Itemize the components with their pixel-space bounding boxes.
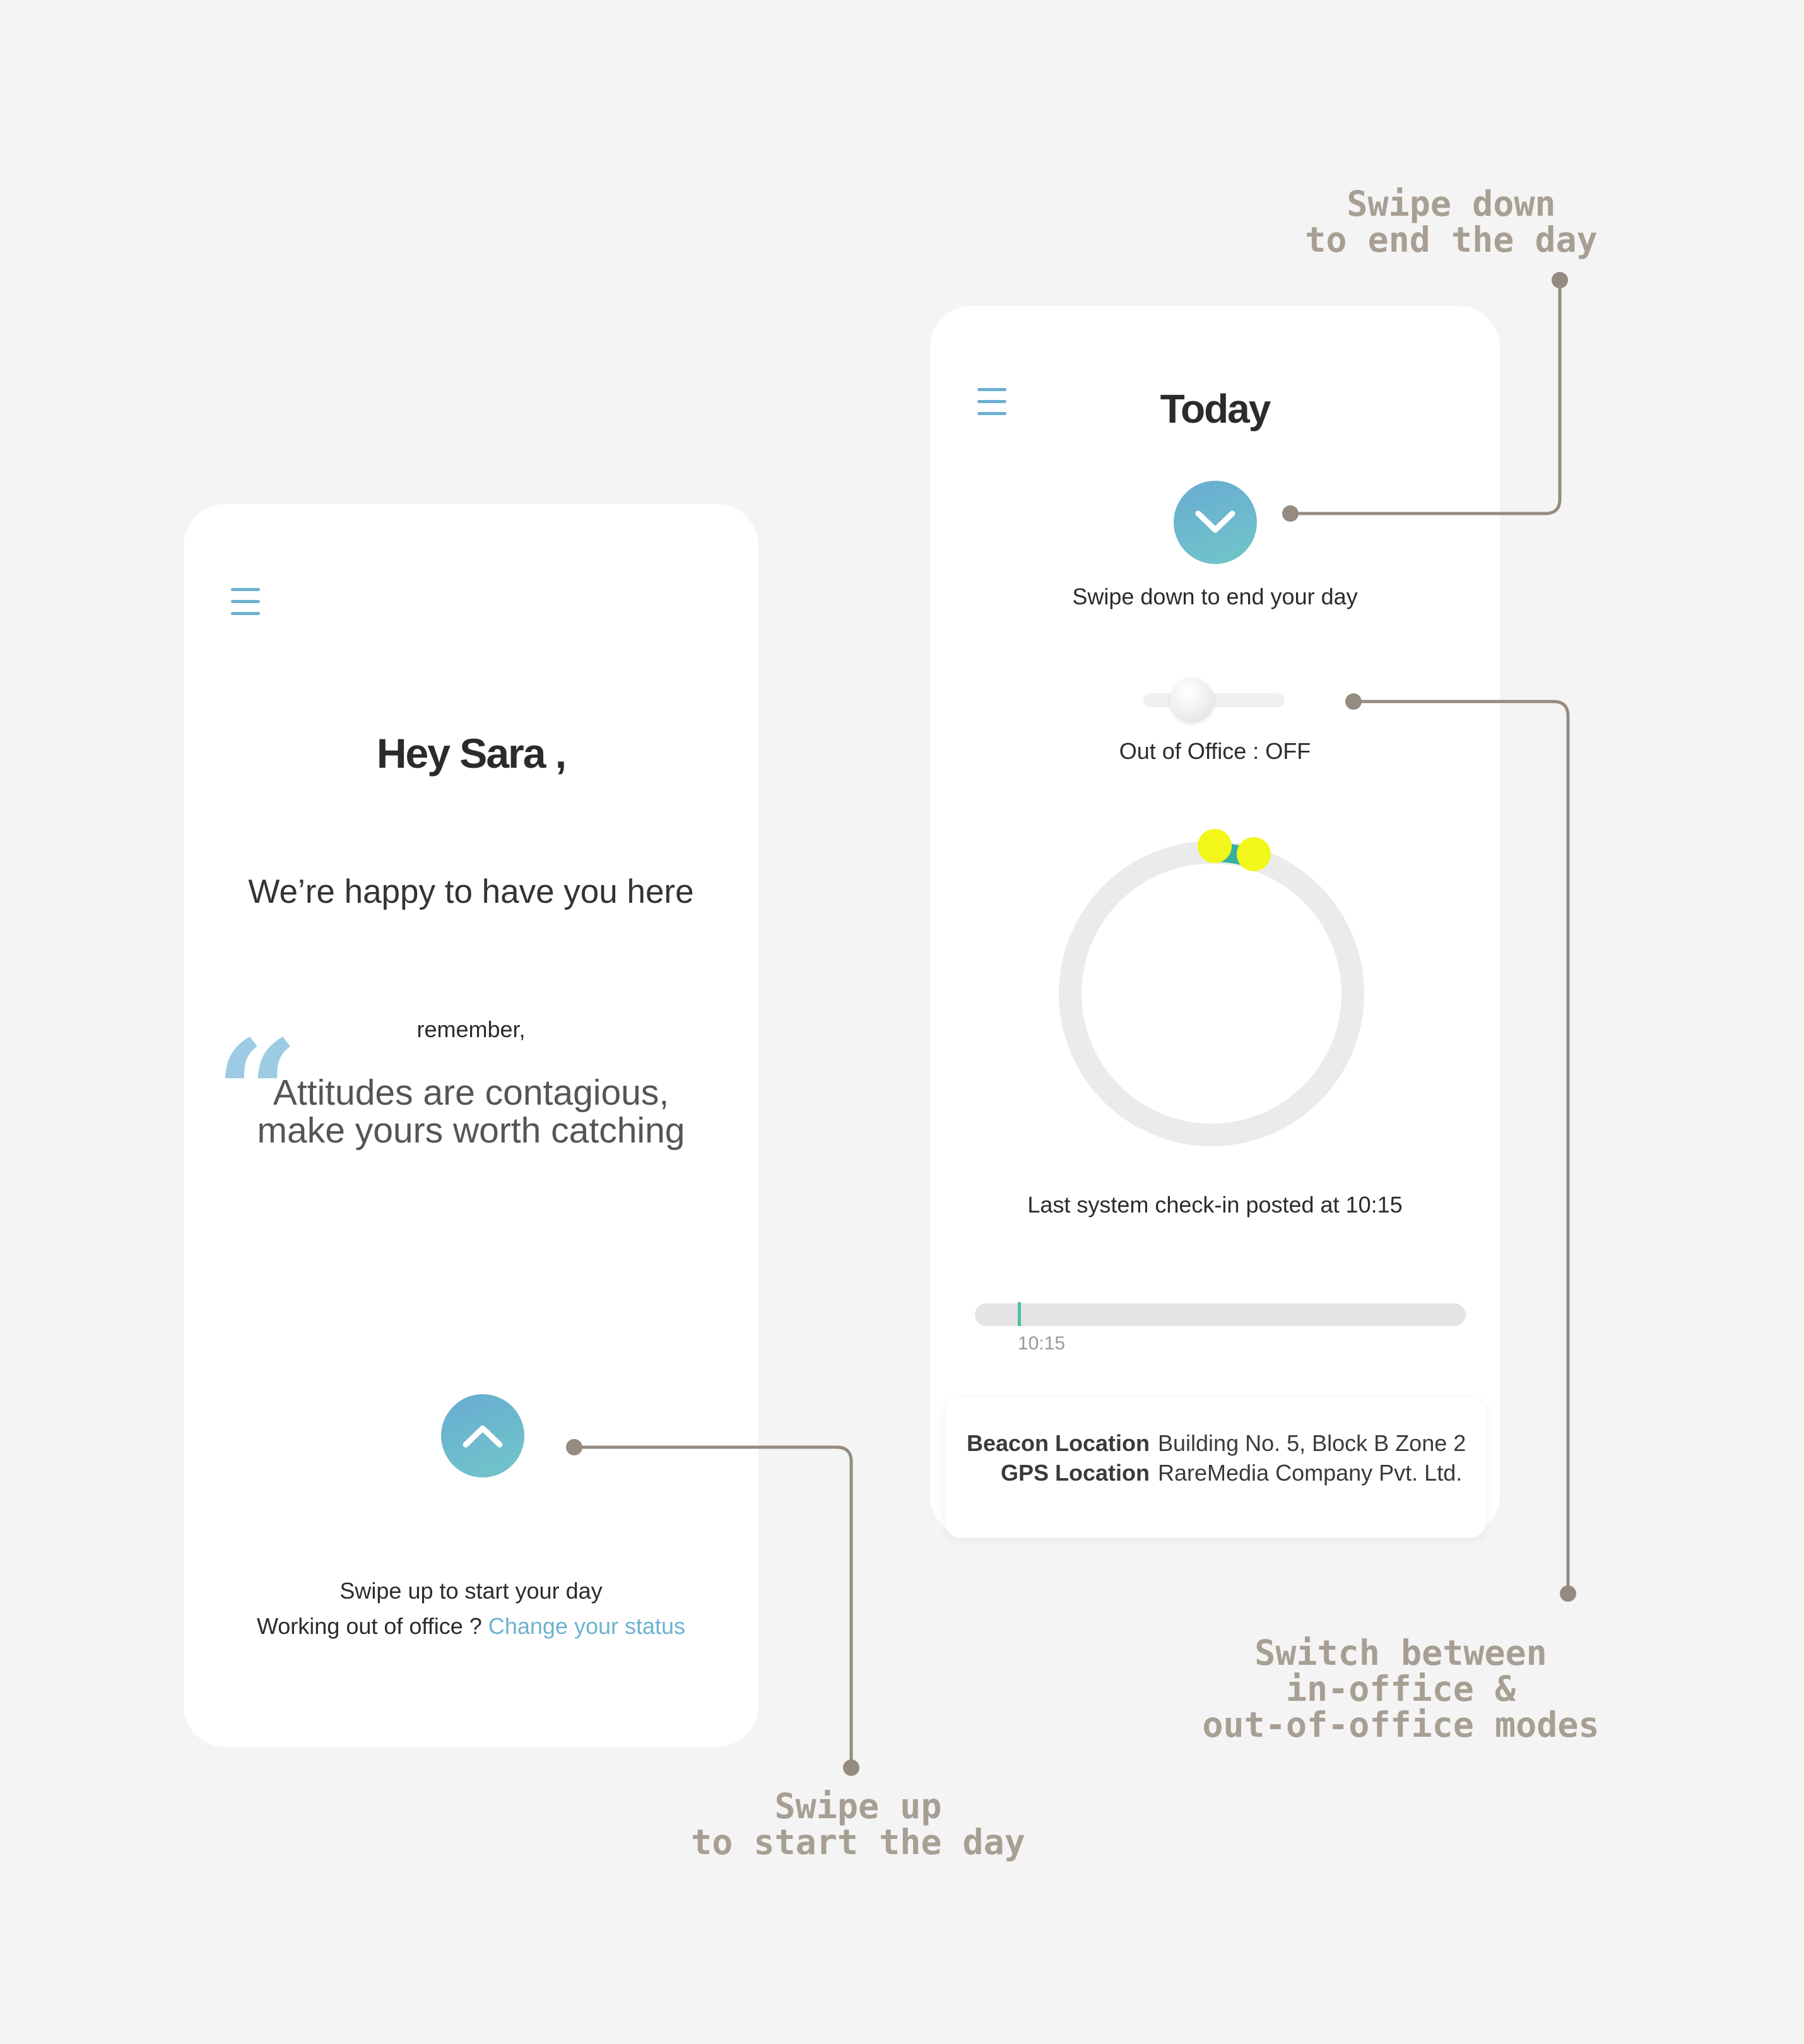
annotation-line: to start the day <box>691 1822 1025 1862</box>
gps-value: RareMedia Company Pvt. Ltd. <box>1158 1460 1463 1486</box>
timeline-marker-label: 10:15 <box>1018 1333 1066 1354</box>
connector-dot <box>566 1439 582 1455</box>
annotation-switch-modes <box>1148 1635 1653 1743</box>
annotation-line: Swipe down <box>1347 184 1556 224</box>
quote-intro: remember, <box>416 1016 526 1042</box>
connector-swipe-down <box>1290 280 1560 514</box>
swipe-down-hint: Swipe down to end your day <box>1072 584 1358 609</box>
swipe-up-hint: Swipe up to start your day <box>339 1578 603 1604</box>
gps-label: GPS Location <box>1000 1460 1150 1486</box>
checkin-status: Last system check-in posted at 10:15 <box>1027 1192 1403 1218</box>
quote-line-2: make yours worth catching <box>257 1110 685 1151</box>
connector-swipe-up <box>574 1447 851 1768</box>
connector-dot <box>1560 1585 1576 1602</box>
connector-dot <box>1345 693 1362 710</box>
connector-dot <box>1552 272 1568 288</box>
beacon-label: Beacon Location <box>966 1430 1150 1456</box>
quote-line-1: Attitudes are contagious, <box>273 1072 669 1113</box>
out-of-office-status: Out of Office : OFF <box>1119 738 1311 764</box>
out-of-office-prompt: Working out of office ? <box>256 1613 482 1639</box>
annotation-line: Swipe up <box>774 1786 942 1826</box>
annotation-swipe-up <box>631 1788 1085 1860</box>
annotation-line: to end the day <box>1305 220 1598 260</box>
connector-dot <box>1282 505 1299 522</box>
annotation-line: Switch between <box>1254 1633 1547 1673</box>
annotation-swipe-down <box>1230 186 1672 258</box>
annotation-line: out-of-office modes <box>1202 1705 1600 1745</box>
greeting-title: Hey Sara , <box>376 730 566 777</box>
page-title: Today <box>1160 386 1270 432</box>
quote-mark-icon: “ <box>215 1009 299 1179</box>
beacon-value: Building No. 5, Block B Zone 2 <box>1158 1430 1466 1456</box>
annotation-line: in-office & <box>1285 1669 1516 1709</box>
welcome-text: We’re happy to have you here <box>248 873 694 910</box>
connector-switch-modes <box>1353 702 1568 1594</box>
change-status-link[interactable]: Change your status <box>488 1613 686 1639</box>
connector-dot <box>843 1759 859 1776</box>
